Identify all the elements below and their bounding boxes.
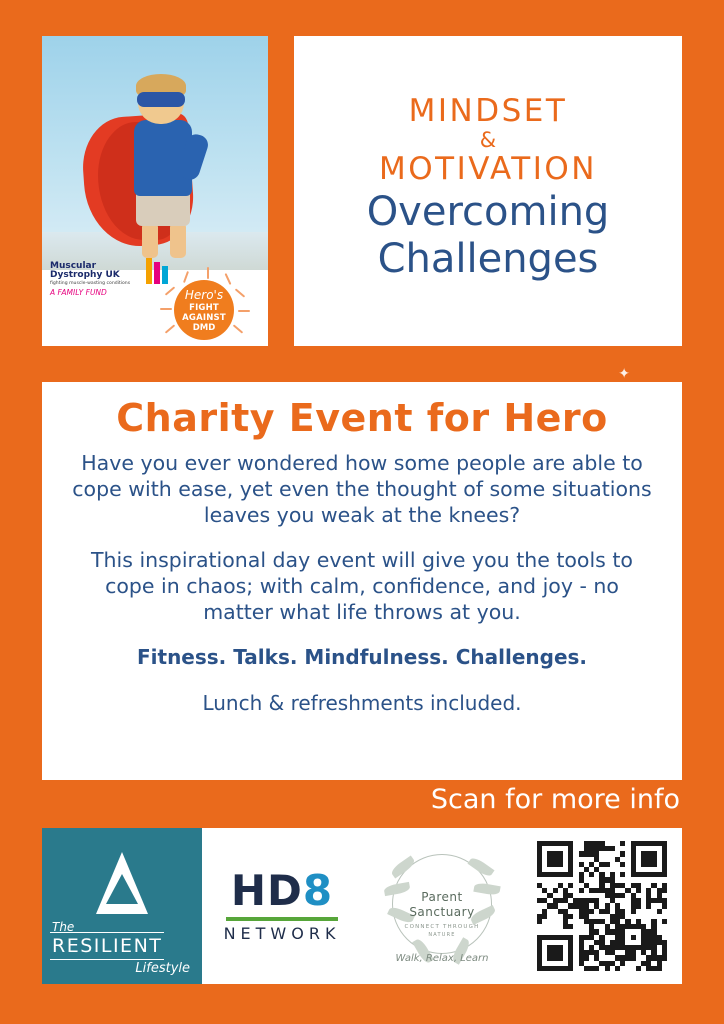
subtitle-line1: Overcoming — [366, 188, 610, 235]
resilient-sub: Lifestyle — [135, 961, 190, 976]
md-logo-line1: Muscular — [50, 261, 97, 271]
sponsor-cell-parent-sanctuary — [362, 828, 522, 984]
leg-left — [142, 222, 158, 258]
top-row — [42, 36, 682, 346]
hero-badge-line2: DMD — [192, 322, 216, 333]
body-highlights: Fitness. Talks. Mindfulness. Challenges. — [136, 645, 588, 670]
hd8-sub: NETWORK — [223, 924, 341, 943]
hd8-digit: 8 — [302, 866, 334, 915]
sponsor-cell-hd8 — [202, 828, 362, 984]
qr-code-matrix[interactable] — [537, 841, 667, 971]
hd8-network-logo — [223, 866, 341, 943]
hero-badge-circle — [174, 280, 234, 340]
photo-card — [42, 36, 268, 346]
body-paragraph-2: This inspirational day event will give you the tools to cope in chaos; with calm, confidence, and joy - no matter what life throws at you. — [91, 547, 633, 624]
hero-sun-badge — [160, 274, 248, 340]
subtitle-line2: Challenges — [377, 235, 599, 282]
ps-line3: CONNECT THROUGH — [404, 924, 480, 930]
md-logo-line3: fighting muscle-wasting conditions — [50, 280, 131, 286]
md-logo-line2: Dystrophy UK — [50, 270, 120, 281]
resilient-name: RESILIENT — [50, 932, 164, 960]
hd8-wordmark — [224, 866, 341, 915]
title-mindset: MINDSET — [408, 93, 568, 130]
muscular-dystrophy-uk-logo — [50, 262, 146, 297]
ps-line4: NATURE — [428, 932, 456, 938]
sponsor-cell-resilient — [42, 828, 202, 984]
body-card — [42, 382, 682, 780]
ps-line1: Parent — [421, 890, 463, 904]
superhero-mask-icon — [137, 92, 185, 107]
qr-code[interactable] — [537, 841, 667, 971]
tree-notch-icon — [106, 874, 138, 904]
ps-tagline: Walk, Relax, Learn — [395, 953, 489, 964]
body-lunch-note: Lunch & refreshments included. — [202, 691, 522, 716]
event-title: Charity Event for Hero — [116, 396, 608, 440]
title-motivation: MOTIVATION — [379, 151, 597, 188]
resilient-the: The — [52, 920, 75, 934]
title-ampersand: & — [479, 128, 497, 153]
scan-label: Scan for more info — [430, 784, 680, 815]
hd8-green-bar — [226, 917, 339, 921]
title-card — [294, 36, 682, 346]
hero-badge-name: Hero's — [184, 288, 224, 302]
sparkle-icon: ✦ — [618, 366, 630, 382]
hero-badge-line1: FIGHT AGAINST — [182, 303, 226, 323]
leg-right — [170, 222, 186, 258]
md-logo-line4: A FAMILY FUND — [50, 287, 107, 297]
ps-line2: Sanctuary — [409, 905, 475, 919]
parent-sanctuary-logo — [376, 840, 508, 972]
sponsor-cell-qr[interactable] — [522, 828, 682, 984]
hd8-letters: HD — [230, 866, 303, 915]
body-paragraph-1: Have you ever wondered how some people are able to cope with ease, yet even the thought of some situations leaves you weak at the knees? — [72, 450, 652, 528]
sponsor-logo-strip — [42, 828, 682, 984]
resilient-lifestyle-logo — [42, 828, 202, 984]
